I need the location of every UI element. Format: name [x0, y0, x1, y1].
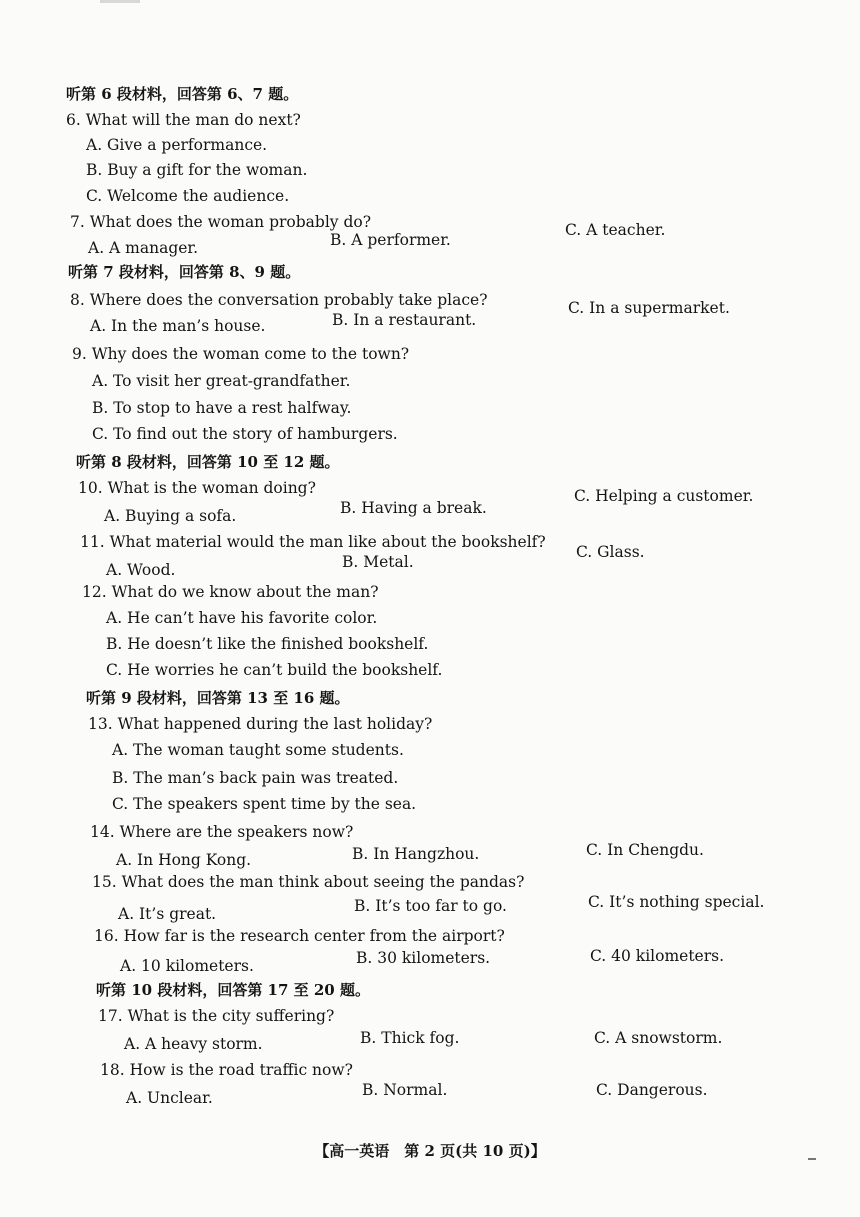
question-stem: 9. Why does the woman come to the town? [72, 345, 410, 363]
option-c: C. He worries he can’t build the bookshelf. [106, 661, 443, 679]
option-c: C. The speakers spent time by the sea. [112, 795, 417, 813]
section-heading: 听第 7 段材料，回答第 8、9 题。 [68, 263, 301, 281]
option-c: C. Glass. [576, 543, 645, 561]
option-a: A. Buying a sofa. [104, 507, 237, 525]
question-stem: 15. What does the man think about seeing the pandas? [92, 873, 525, 891]
option-a: A. It’s great. [118, 905, 217, 923]
option-b: B. Normal. [362, 1081, 448, 1099]
option-b: B. In Hangzhou. [352, 845, 480, 863]
option-b: B. He doesn’t like the finished bookshelf. [106, 635, 429, 653]
scan-mark [100, 0, 140, 3]
section-heading: 听第 6 段材料，回答第 6、7 题。 [66, 85, 299, 103]
option-c: C. Dangerous. [596, 1081, 708, 1099]
question-stem: 14. Where are the speakers now? [90, 823, 354, 841]
option-b: B. A performer. [330, 231, 451, 249]
question-stem: 17. What is the city suffering? [98, 1007, 335, 1025]
question-stem: 12. What do we know about the man? [82, 583, 379, 601]
section-heading: 听第 8 段材料，回答第 10 至 12 题。 [76, 453, 340, 471]
option-c: C. Helping a customer. [574, 487, 754, 505]
option-a: A. A manager. [88, 239, 199, 257]
option-a: A. In the man’s house. [90, 317, 266, 335]
option-a: A. Give a performance. [86, 136, 268, 154]
option-a: A. A heavy storm. [124, 1035, 263, 1053]
option-c: C. In a supermarket. [568, 299, 730, 317]
question-stem: 8. Where does the conversation probably take place? [70, 291, 488, 309]
question-stem: 7. What does the woman probably do? [70, 213, 372, 231]
option-c: C. 40 kilometers. [590, 947, 725, 965]
option-b: B. Having a break. [340, 499, 487, 517]
question-stem: 10. What is the woman doing? [78, 479, 316, 497]
option-c: C. A snowstorm. [594, 1029, 723, 1047]
option-b: B. 30 kilometers. [356, 949, 491, 967]
scan-mark [808, 1158, 816, 1160]
option-c: C. It’s nothing special. [588, 893, 765, 911]
option-a: A. The woman taught some students. [112, 741, 404, 759]
option-c: C. A teacher. [565, 221, 666, 239]
option-b: B. The man’s back pain was treated. [112, 769, 399, 787]
option-b: B. In a restaurant. [332, 311, 477, 329]
option-b: B. It’s too far to go. [354, 897, 507, 915]
question-stem: 18. How is the road traffic now? [100, 1061, 353, 1079]
option-a: A. Wood. [106, 561, 176, 579]
option-a: A. Unclear. [126, 1089, 213, 1107]
section-heading: 听第 10 段材料，回答第 17 至 20 题。 [96, 981, 370, 999]
section-heading: 听第 9 段材料，回答第 13 至 16 题。 [86, 689, 350, 707]
option-b: B. Metal. [342, 553, 414, 571]
option-c: C. To find out the story of hamburgers. [92, 425, 398, 443]
option-a: A. In Hong Kong. [116, 851, 252, 869]
option-b: B. To stop to have a rest halfway. [92, 399, 352, 417]
question-stem: 6. What will the man do next? [66, 111, 301, 129]
option-a: A. He can’t have his favorite color. [106, 609, 378, 627]
option-a: A. 10 kilometers. [120, 957, 254, 975]
option-b: B. Thick fog. [360, 1029, 460, 1047]
option-a: A. To visit her great-grandfather. [92, 372, 351, 390]
option-b: B. Buy a gift for the woman. [86, 161, 308, 179]
page-footer: 【高一英语 第 2 页(共 10 页)】 [314, 1142, 546, 1160]
question-stem: 16. How far is the research center from the airport? [94, 927, 505, 945]
question-stem: 11. What material would the man like about the bookshelf? [80, 533, 546, 551]
question-stem: 13. What happened during the last holiday? [88, 715, 433, 733]
option-c: C. In Chengdu. [586, 841, 704, 859]
option-c: C. Welcome the audience. [86, 187, 290, 205]
